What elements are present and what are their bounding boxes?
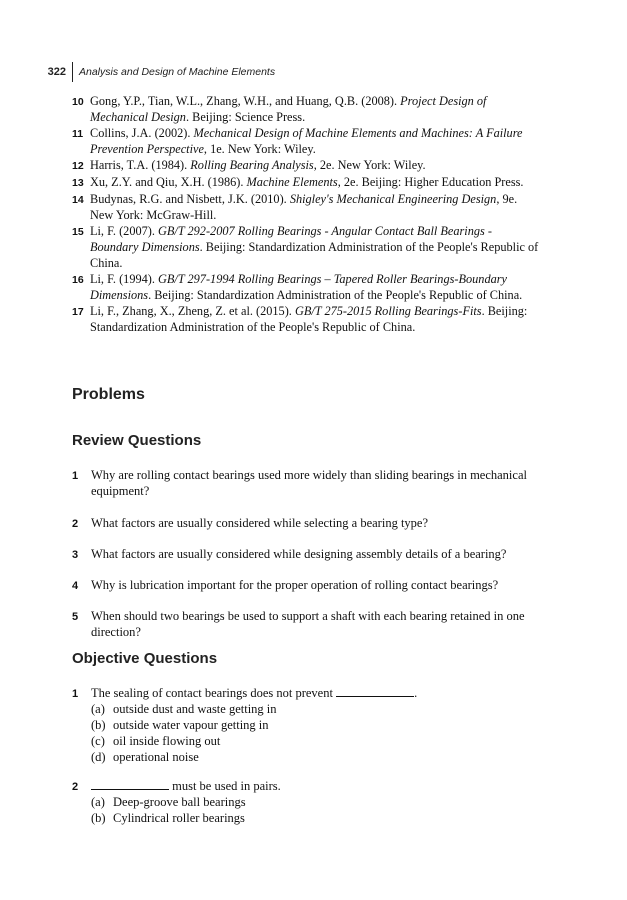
option-item — [91, 794, 542, 810]
reference-item — [72, 271, 542, 303]
objective-question — [72, 685, 542, 765]
option-list — [91, 701, 542, 765]
review-question — [72, 577, 542, 594]
reference-text: Gong, Y.P., Tian, W.L., Zhang, W.H., and Huang, Q.B. (2008). Project Design of Mechanical Design. Beijing: Science Press. — [90, 94, 487, 124]
option-text: outside water vapour getting in — [113, 718, 269, 732]
reference-text: Li, F. (2007). GB/T 292-2007 Rolling Bearings - Angular Contact Ball Bearings - Boundary Dimensions. Beijing: Standardization Administration of the People's Republic of China. — [90, 224, 539, 270]
option-text: Cylindrical roller bearings — [113, 811, 245, 825]
reference-number: 12 — [72, 160, 84, 172]
question-number: 3 — [72, 549, 79, 561]
page-number: 322 — [47, 66, 66, 78]
option-item — [91, 701, 542, 717]
review-question — [72, 515, 542, 532]
option-item — [91, 733, 542, 749]
review-question — [72, 467, 542, 499]
option-label: (a) — [91, 795, 105, 809]
reference-title: GB/T 275-2015 Rolling Bearings-Fits — [294, 304, 482, 318]
reference-title: Machine Elements — [246, 175, 338, 189]
page-header — [32, 62, 275, 82]
review-question — [72, 608, 542, 640]
reference-title: Shigley's Mechanical Engineering Design — [289, 192, 497, 206]
reference-item — [72, 191, 542, 223]
objective-questions-heading: Objective Questions — [72, 650, 218, 667]
option-item — [91, 749, 542, 765]
reference-number: 16 — [72, 274, 84, 286]
option-label: (b) — [91, 718, 106, 732]
question-text: What factors are usually considered while designing assembly details of a bearing? — [91, 547, 507, 561]
problems-heading: Problems — [72, 386, 145, 403]
option-text: operational noise — [113, 750, 199, 764]
reference-text: Xu, Z.Y. and Qiu, X.H. (1986). Machine Elements, 2e. Beijing: Higher Education Press. — [90, 175, 524, 189]
reference-title: GB/T 292-2007 Rolling Bearings - Angular Contact Ball Bearings - Boundary Dimensions — [90, 224, 492, 254]
reference-number: 17 — [72, 306, 84, 318]
reference-item — [72, 223, 542, 271]
reference-number: 13 — [72, 177, 84, 189]
option-item — [91, 717, 542, 733]
reference-title: Rolling Bearing Analysis — [190, 158, 314, 172]
answer-blank — [336, 685, 414, 697]
question-number: 2 — [72, 781, 79, 793]
objective-question — [72, 778, 542, 826]
question-number: 5 — [72, 611, 79, 623]
review-question — [72, 546, 542, 563]
question-stem: The sealing of contact bearings does not prevent . — [91, 686, 418, 700]
question-number: 4 — [72, 580, 79, 592]
reference-text: Collins, J.A. (2002). Mechanical Design of Machine Elements and Machines: A Failure Prevention Perspective, 1e. New York: Wiley. — [90, 126, 523, 156]
option-label: (d) — [91, 750, 106, 764]
reference-number: 10 — [72, 96, 84, 108]
question-text: What factors are usually considered while selecting a bearing type? — [91, 516, 429, 530]
option-item — [91, 810, 542, 826]
option-label: (b) — [91, 811, 106, 825]
option-label: (c) — [91, 734, 105, 748]
reference-title: Mechanical Design of Machine Elements and Machines: A Failure Prevention Perspective — [90, 126, 523, 156]
option-text: oil inside flowing out — [113, 734, 221, 748]
reference-item — [72, 157, 542, 174]
review-questions-heading: Review Questions — [72, 432, 202, 449]
reference-item — [72, 174, 542, 191]
reference-item — [72, 125, 542, 157]
option-list — [91, 794, 542, 826]
reference-item — [72, 93, 542, 125]
reference-list — [72, 93, 542, 335]
reference-title: Project Design of Mechanical Design — [90, 94, 487, 124]
option-label: (a) — [91, 702, 105, 716]
reference-item — [72, 303, 542, 335]
question-text: Why are rolling contact bearings used more widely than sliding bearings in mechanical equipment? — [91, 468, 527, 498]
question-text: When should two bearings be used to support a shaft with each bearing retained in one direction? — [91, 609, 525, 639]
question-stem: must be used in pairs. — [91, 778, 542, 794]
question-number: 2 — [72, 518, 79, 530]
reference-text: Budynas, R.G. and Nisbett, J.K. (2010). Shigley's Mechanical Engineering Design, 9e. New York: McGraw-Hill. — [90, 192, 518, 222]
reference-number: 15 — [72, 226, 84, 238]
question-number: 1 — [72, 688, 79, 700]
reference-number: 14 — [72, 194, 84, 206]
question-text: Why is lubrication important for the proper operation of rolling contact bearings? — [91, 578, 499, 592]
option-text: Deep-groove ball bearings — [113, 795, 246, 809]
answer-blank — [91, 778, 169, 790]
running-title: Analysis and Design of Machine Elements — [79, 66, 276, 78]
question-number: 1 — [72, 470, 79, 482]
reference-text: Harris, T.A. (1984). Rolling Bearing Analysis, 2e. New York: Wiley. — [90, 158, 426, 172]
reference-text: Li, F. (1994). GB/T 297-1994 Rolling Bearings – Tapered Roller Bearings-Boundary Dimensions. Beijing: Standardization Administration of the People's Republic of China. — [90, 272, 523, 302]
reference-title: GB/T 297-1994 Rolling Bearings – Tapered Roller Bearings-Boundary Dimensions — [90, 272, 507, 302]
option-text: outside dust and waste getting in — [113, 702, 277, 716]
reference-text: Li, F., Zhang, X., Zheng, Z. et al. (2015). GB/T 275-2015 Rolling Bearings-Fits. Beijing: Standardization Administration of the People's Republic of China. — [90, 304, 528, 334]
reference-number: 11 — [72, 128, 84, 140]
